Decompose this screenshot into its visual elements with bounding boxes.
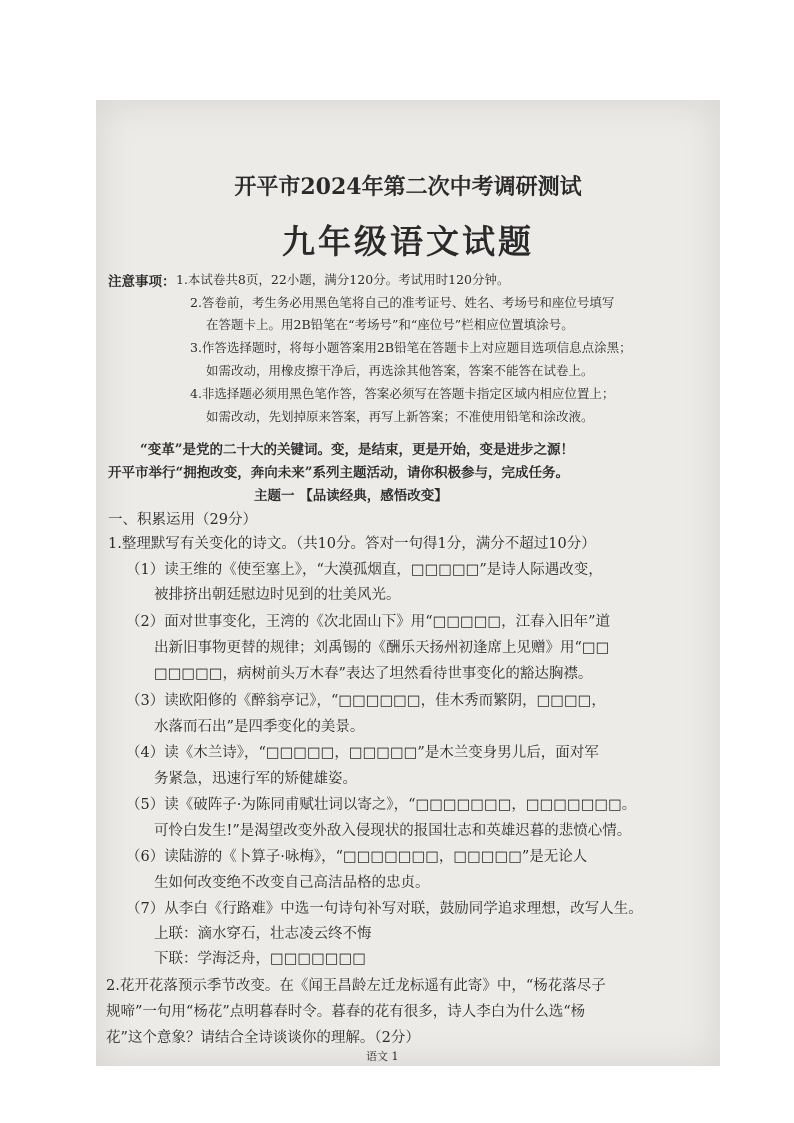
note-line: 如需改动，先划掉原来答案，再写上新答案；不准使用铅笔和涂改液。 [206, 409, 594, 424]
question-line: 务紧急，迅速行军的矫健雄姿。 [154, 771, 357, 787]
question-line: （4）读《木兰诗》，“□□□□□，□□□□□”是木兰变身男儿后，面对军 [126, 745, 599, 761]
couplet-second-line: 下联：学海泛舟，□□□□□□□ [154, 951, 366, 967]
exam-subject-title: 九年级语文试题 [282, 222, 534, 261]
question-line: 被排挤出朝廷慰边时见到的壮美风光。 [154, 587, 401, 603]
question-line: 生如何改变绝不改变自己高洁品格的忠贞。 [154, 875, 430, 891]
question-line: （2）面对世事变化，王湾的《次北固山下》用“□□□□□，江春入旧年”道 [126, 614, 611, 630]
question-line: （5）读《破阵子·为陈同甫赋壮词以寄之》，“□□□□□□□，□□□□□□□。 [126, 797, 637, 813]
question-line: 花”这个意象？请结合全诗谈谈你的理解。（2分） [106, 1030, 420, 1046]
question-line: （7）从李白《行路难》中选一句诗句补写对联，鼓励同学追求理想，改写人生。 [126, 901, 643, 917]
intro-line: 开平市举行“拥抱改变，奔向未来”系列主题活动，请你积极参与，完成任务。 [108, 465, 570, 481]
intro-line: “变革”是党的二十大的关键词。变，是结束，更是开始，变是进步之源！ [140, 442, 575, 458]
question-line: 2.花开花落预示季节改变。在《闻王昌龄左迁龙标遥有此寄》中，“杨花落尽子 [106, 978, 606, 994]
note-line: 如需改动，用橡皮擦干净后，再选涂其他答案，答案不能答在试卷上。 [206, 363, 594, 378]
page-footer: 语文 1 [366, 1050, 399, 1063]
theme-heading: 主题一 【品读经典，感悟改变】 [254, 488, 448, 504]
question-line: 规啼”一句用“杨花”点明暮春时令。暮春的花有很多，诗人李白为什么选“杨 [106, 1004, 586, 1020]
question-line: 出新旧事物更替的规律；刘禹锡的《酬乐天扬州初逢席上见赠》用“□□ [154, 640, 610, 656]
note-line: 在答题卡上。用2B铅笔在“考场号”和“座位号”栏相应位置填涂号。 [206, 317, 574, 332]
question-line: □□□□□，病树前头万木春”表达了坦然看待世事变化的豁达胸襟。 [154, 666, 593, 682]
note-line: 4.非选择题必须用黑色笔作答，答案必须写在答题卡指定区域内相应位置上； [190, 386, 615, 401]
question-line: 1.整理默写有关变化的诗文。（共10分。答对一句得1分，满分不超过10分） [108, 536, 596, 552]
note-line: 1.本试卷共8页，22小题，满分120分。考试用时120分钟。 [176, 272, 510, 287]
question-line: （1）读王维的《使至塞上》，“大漠孤烟直，□□□□□”是诗人际遇改变， [126, 562, 603, 578]
question-line: 水落而石出”是四季变化的美景。 [154, 719, 365, 735]
section-heading: 一、积累运用（29分） [108, 512, 257, 528]
question-line: （3）读欧阳修的《醉翁亭记》，“□□□□□□，佳木秀而繁阴，□□□□， [126, 693, 606, 709]
note-line: 2.答卷前，考生务必用黑色笔将自己的准考证号、姓名、考场号和座位号填写 [190, 295, 615, 310]
exam-title: 开平市2024年第二次中考调研测试 [234, 174, 582, 200]
exam-paper [96, 100, 720, 1066]
notes-label: 注意事项： [108, 274, 176, 290]
question-line: （6）读陆游的《卜算子·咏梅》，“□□□□□□□，□□□□□”是无论人 [126, 849, 588, 865]
note-line: 3.作答选择题时，将每小题答案用2B铅笔在答题卡上对应题目选项信息点涂黑； [190, 340, 632, 355]
couplet-first-line: 上联：滴水穿石，壮志凌云终不悔 [154, 926, 372, 942]
question-line: 可怜白发生!”是渴望改变外敌入侵现状的报国壮志和英雄迟暮的悲愤心情。 [154, 823, 632, 839]
